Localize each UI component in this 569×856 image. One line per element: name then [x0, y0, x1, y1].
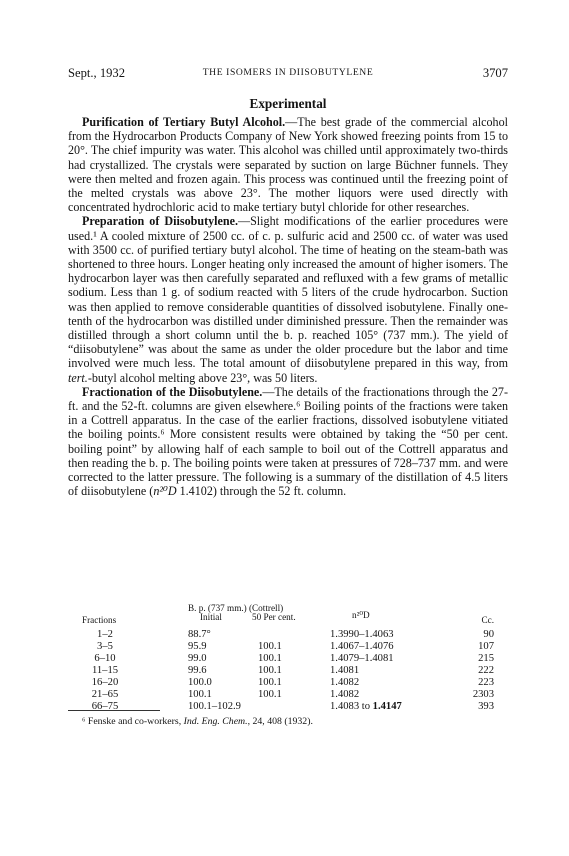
footnote-divider: [68, 710, 160, 711]
table-row: [82, 653, 494, 665]
paragraph-text-after: 1.4102) through the 52 ft. column.: [176, 484, 347, 499]
volume-cell: 2303: [472, 689, 494, 700]
footnote: ⁶ Fenske and co-workers, Ind. Eng. Chem., 24, 408 (1932).: [82, 716, 313, 727]
paragraph-purification: [68, 115, 508, 214]
paragraph-italic: tert.: [68, 370, 88, 385]
fifty-percent-bp-cell: 100.1: [258, 641, 282, 652]
paragraph-heading: Preparation of Diisobutylene.: [82, 214, 238, 229]
initial-bp-cell: 88.7°: [188, 629, 211, 640]
fifty-percent-bp-cell: 100.1: [258, 665, 282, 676]
paragraph-text: —The details of the fractionations through the 27-ft. and the 52-ft. columns are given elsewhere.⁶ Boiling points of the fractions were taken in a Cottrell apparatus. In the case of the earlier fractions, dissolved isobutylene vitiated the boiling points.⁶ More consistent results were obtained by taking the “50 per cent. boiling point” by allowing half of each sample to boil out of the Cottrell apparatus and then reading the b. p. The boiling points were taken at pressures of 728–737 mm. and were corrected to the latter pressure. The following is a summary of the distillation of 4.5 liters of diisobutylene (: [68, 384, 508, 499]
fractions-column-header: Fractions: [82, 615, 117, 625]
paragraph-text: —The best grade of the commercial alcohol from the Hydrocarbon Products Company of New York showed freezing points from 15 to 20°. The chief impurity was water. This alcohol was chilled until approximately two-thirds had crystallized. The crystals were separated by suction on large Büchner funnels. They were then melted and frozen again. This process was continued until the freezing point of the melted crystals was above 23°. The mother liquors were used directly with concentrated hydrochloric acid to make tertiary butyl chloride for other researches.: [68, 115, 508, 215]
volume-cell: 107: [478, 641, 494, 652]
running-title: THE ISOMERS IN DIISOBUTYLENE: [202, 67, 374, 78]
initial-bp-cell: 100.1: [188, 689, 212, 700]
refractive-index-column-header: n²⁰D: [352, 610, 370, 620]
table-row: [82, 701, 494, 713]
fifty-percent-bp-cell: 100.1: [258, 689, 282, 700]
volume-cell: 90: [483, 629, 494, 640]
volume-cell: 223: [478, 677, 494, 688]
refractive-index-formula: n²⁰D: [153, 484, 177, 499]
initial-column-header: Initial: [200, 612, 222, 622]
volume-cell: 222: [478, 665, 494, 676]
fractions-cell: 16–20: [91, 677, 119, 688]
initial-bp-cell: 99.6: [188, 665, 207, 676]
fractions-cell: 21–65: [91, 689, 119, 700]
refractive-index-cell: 1.4083 to 1.4147: [330, 701, 402, 712]
paragraph-text-after: -butyl alcohol melting above 23°, was 50 liters.: [87, 370, 318, 385]
fractions-cell: 6–10: [94, 653, 116, 664]
body-text: [68, 115, 508, 498]
header-date: Sept., 1932: [68, 66, 126, 80]
section-title: Experimental: [249, 96, 327, 111]
initial-bp-cell: 99.0: [188, 653, 207, 664]
paragraph-text: —Slight modifications of the earlier procedures were used.¹ A cooled mixture of 2500 cc. of c. p. sulfuric acid and 2500 cc. of water was used with 3500 cc. of purified tertiary butyl alcohol. The time of heating on the steam-bath was shortened to three hours. Longer heating only increased the amount of higher isomers. The hydrocarbon layer was then carefully separated and refluxed with a few grams of metallic sodium. Less than 1 g. of sodium reacted with 5 liters of the crude hydrocarbon. Suction was then applied to remove considerable quantities of dissolved isobutylene. Finally one-tenth of the hydrocarbon was distilled under diminished pressure. Then the remainder was distilled through a short column until the b. p. reached 105° (737 mm.). The yield of “diisobutylene” was about the same as under the older procedure but the labor and time involved were much less. The total amount of diisobutylene prepared in this way, from: [68, 214, 508, 371]
refractive-index-cell: 1.4067–1.4076: [330, 641, 394, 652]
paragraph-heading: Purification of Tertiary Butyl Alcohol.: [82, 115, 286, 129]
volume-column-header: Cc.: [481, 615, 494, 625]
table-row: [82, 665, 494, 677]
fractions-cell: 3–5: [97, 641, 113, 652]
refractive-index-cell: 1.4081: [330, 665, 360, 676]
refractive-index-cell: 1.3990–1.4063: [330, 629, 394, 640]
fifty-percent-column-header: 50 Per cent.: [252, 612, 296, 622]
initial-bp-cell: 100.0: [188, 677, 212, 688]
refractive-index-cell: 1.4079–1.4081: [330, 653, 394, 664]
page-header: [68, 66, 508, 82]
fifty-percent-bp-cell: 100.1: [258, 677, 282, 688]
table-row: [82, 641, 494, 653]
refractive-index-cell: 1.4082: [330, 689, 360, 700]
table-row: [82, 689, 494, 701]
volume-cell: 393: [478, 701, 494, 712]
initial-bp-cell: 95.9: [188, 641, 207, 652]
refractive-index-cell: 1.4082: [330, 677, 360, 688]
fifty-percent-bp-cell: 100.1: [258, 653, 282, 664]
page-number: 3707: [482, 66, 508, 80]
journal-name: Ind. Eng. Chem.: [183, 716, 248, 727]
table-row: [82, 629, 494, 641]
paragraph-fractionation: [68, 385, 508, 499]
initial-bp-cell: 100.1–102.9: [188, 701, 241, 712]
paragraph-heading: Fractionation of the Diisobutylene.: [82, 384, 263, 399]
volume-cell: 215: [478, 653, 494, 664]
fractions-cell: 1–2: [97, 629, 113, 640]
fractions-cell: 66–75: [91, 701, 119, 712]
paragraph-preparation: [68, 214, 508, 384]
fractions-cell: 11–15: [91, 665, 119, 676]
bp-column-header: B. p. (737 mm.) (Cottrell): [188, 603, 284, 613]
table-row: [82, 677, 494, 689]
